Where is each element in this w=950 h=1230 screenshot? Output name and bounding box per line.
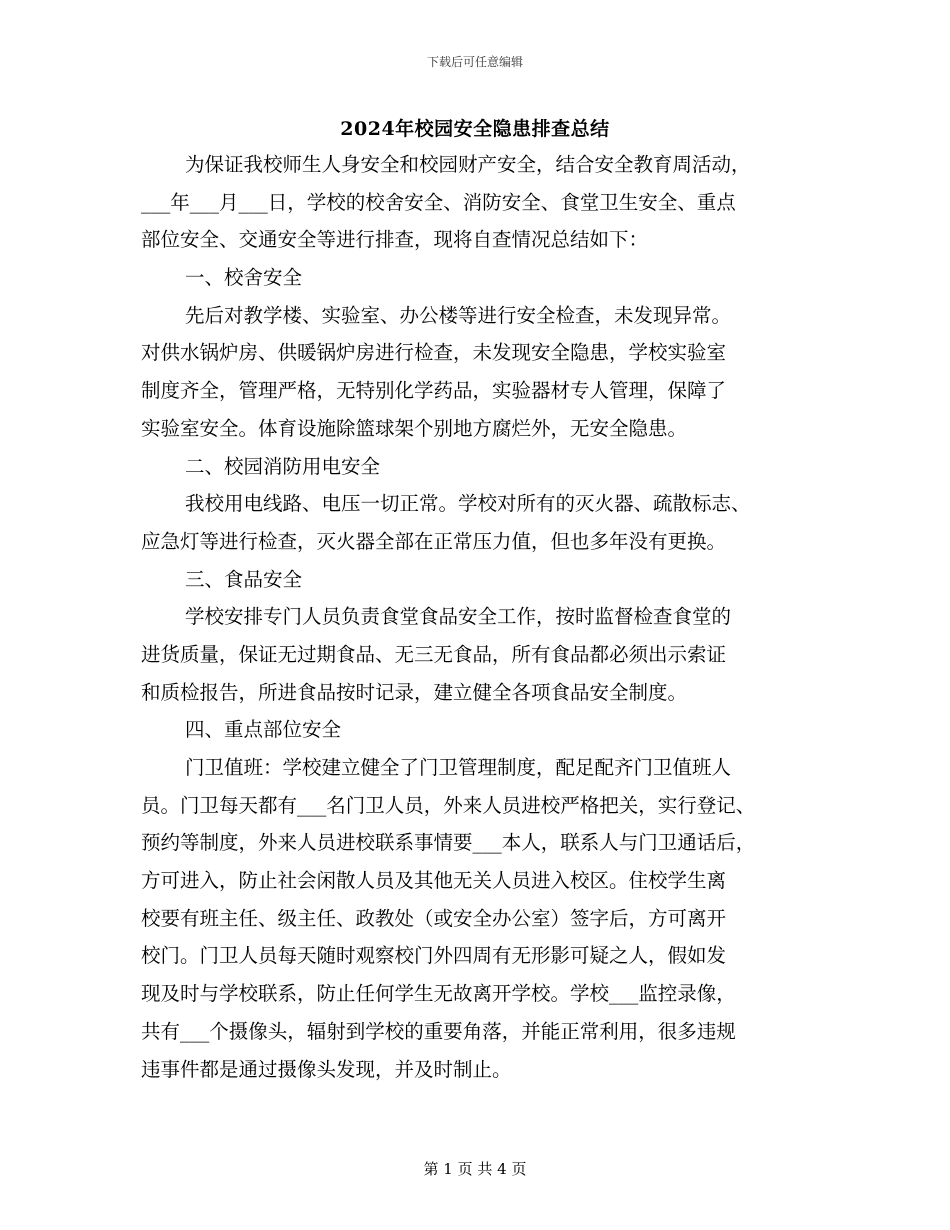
- body-line: ___年___月___日，学校的校舍安全、消防安全、食堂卫生安全、重点: [141, 190, 736, 214]
- body-line: 部位安全、交通安全等进行排查，现将自查情况总结如下：: [141, 228, 649, 252]
- page-footer: 第 1 页 共 4 页: [423, 1160, 527, 1178]
- page-header: 下载后可任意编辑: [426, 55, 523, 69]
- body-line: 实验室安全。体育设施除篮球架个别地方腐烂外，无安全隐患。: [141, 416, 688, 440]
- body-line: 校要有班主任、级主任、政教处（或安全办公室）签字后，方可离开: [141, 906, 727, 930]
- body-line: 制度齐全，管理严格，无特别化学药品，实验器材专人管理，保障了: [141, 379, 727, 403]
- body-line: 学校安排专门人员负责食堂食品安全工作，按时监督检查食堂的: [185, 605, 732, 629]
- body-line: 现及时与学校联系，防止任何学生无故离开学校。学校___监控录像，: [141, 982, 736, 1006]
- body-line: 应急灯等进行检查，灭火器全部在正常压力值，但也多年没有更换。: [141, 529, 727, 553]
- body-line: 校门。门卫人员每天随时观察校门外四周有无形影可疑之人，假如发: [141, 944, 727, 968]
- document-title: 2024年校园安全隐患排查总结: [340, 118, 610, 140]
- body-line: 我校用电线路、电压一切正常。学校对所有的灭火器、疏散标志、: [185, 492, 751, 516]
- body-line: 四、重点部位安全: [185, 718, 342, 742]
- body-line: 员。门卫每天都有___名门卫人员，外来人员进校严格把关，实行登记、: [141, 793, 756, 817]
- body-line: 门卫值班：学校建立健全了门卫管理制度，配足配齐门卫值班人: [185, 756, 732, 779]
- body-line: 违事件都是通过摄像头发现，并及时制止。: [141, 1057, 512, 1081]
- body-line: 一、校舍安全: [185, 266, 303, 290]
- body-line: 进货质量，保证无过期食品、无三无食品，所有食品都必须出示索证: [141, 642, 727, 666]
- body-line: 三、食品安全: [185, 567, 303, 591]
- document-body: [141, 146, 813, 1088]
- body-line: 对供水锅炉房、供暖锅炉房进行检查，未发现安全隐患，学校实验室: [141, 341, 727, 365]
- body-line: 共有___个摄像头，辐射到学校的重要角落，并能正常利用，很多违规: [141, 1019, 736, 1043]
- body-line: 方可进入，防止社会闲散人员及其他无关人员进入校区。住校学生离: [141, 869, 727, 893]
- body-line: 先后对教学楼、实验室、办公楼等进行安全检查，未发现异常。: [185, 303, 732, 327]
- body-line: 和质检报告，所进食品按时记录，建立健全各项食品安全制度。: [141, 680, 688, 704]
- body-line: 二、校园消防用电安全: [185, 454, 381, 478]
- body-line: 预约等制度，外来人员进校联系事情要___本人，联系人与门卫通话后，: [141, 831, 756, 855]
- body-line: 为保证我校师生人身安全和校园财产安全，结合安全教育周活动，: [185, 153, 751, 176]
